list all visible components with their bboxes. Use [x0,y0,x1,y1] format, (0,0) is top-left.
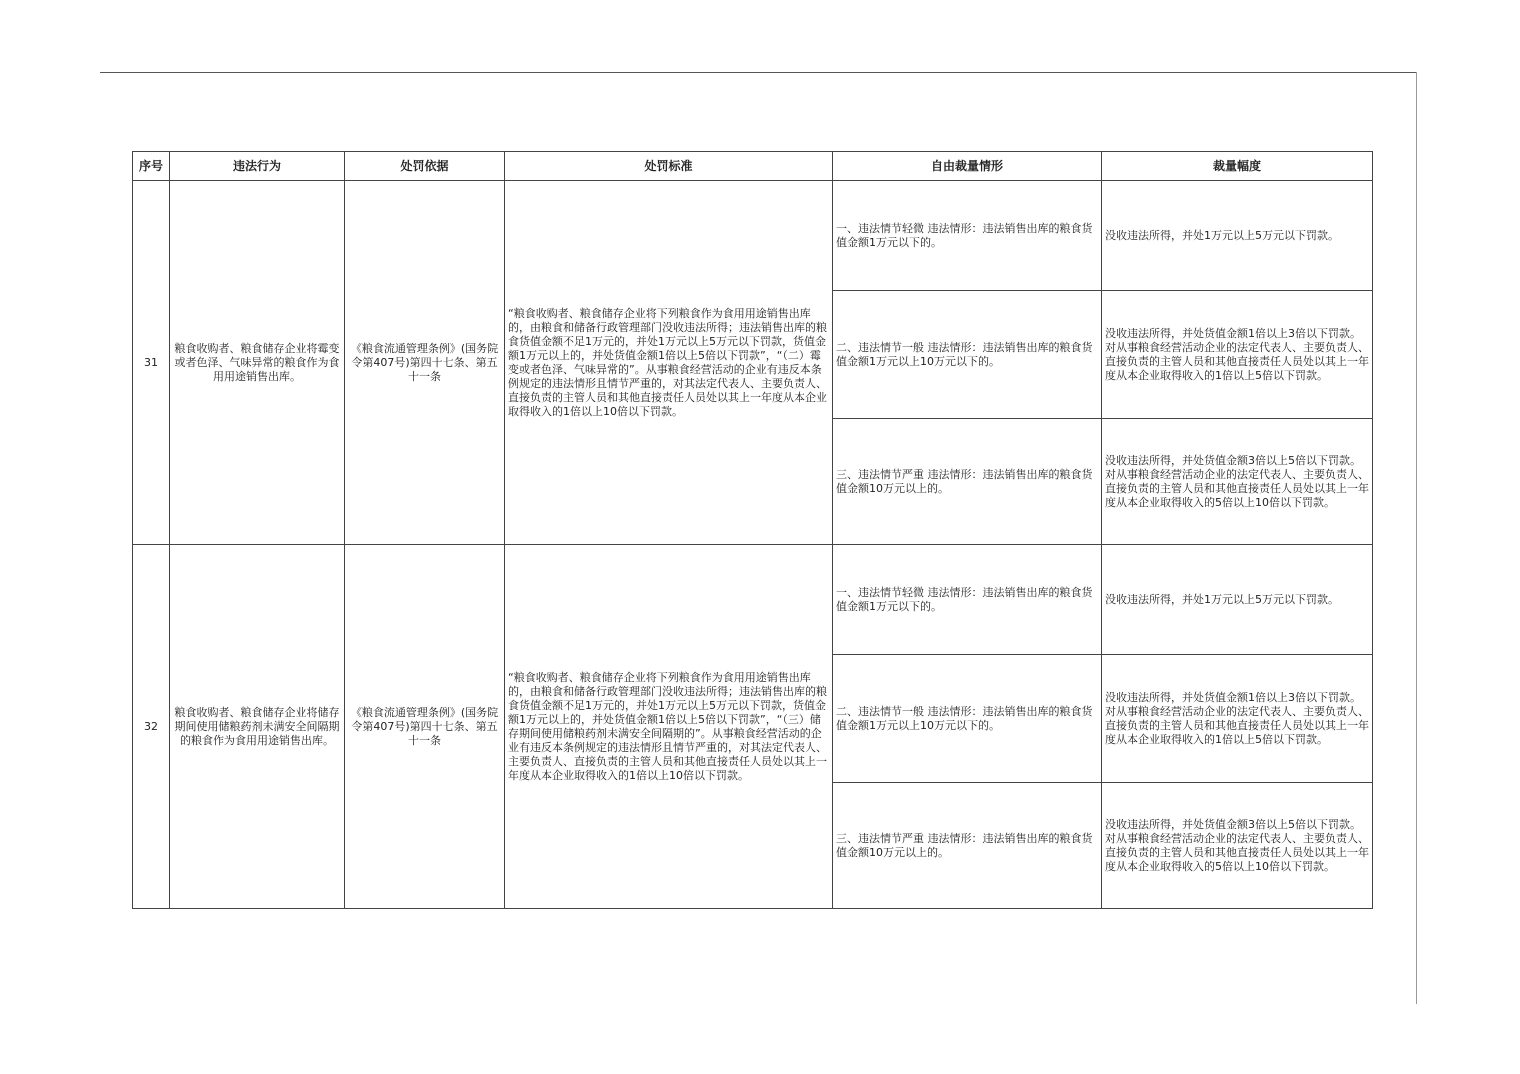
top-rule [100,72,1416,73]
header-seq: 序号 [133,152,170,181]
cell-violation: 粮食收购者、粮食储存企业将储存期间使用储粮药剂未满安全间隔期的粮食作为食用用途销售出库。 [170,545,345,909]
right-rule [1416,72,1417,1004]
cell-seq: 31 [133,181,170,545]
cell-standard: “粮食收购者、粮食储存企业将下列粮食作为食用用途销售出库的，由粮食和储备行政管理部门没收违法所得；违法销售出库的粮食货值金额不足1万元的，并处1万元以上5万元以下罚款，货值金额1万元以上的，并处货值金额1倍以上5倍以下罚款”，“（三）储存期间使用储粮药剂未满安全间隔期的”。从事粮食经营活动的企业有违反本条例规定的违法情形且情节严重的，对其法定代表人、主要负责人、直接负责的主管人员和其他直接责任人员处以其上一年度从本企业取得收入的1倍以上10倍以下罚款。 [505,545,833,909]
cell-range: 没收违法所得，并处1万元以上5万元以下罚款。 [1102,181,1373,291]
header-circumstance: 自由裁量情形 [833,152,1102,181]
table-row [133,545,1373,655]
cell-basis: 《粮食流通管理条例》(国务院令第407号)第四十七条、第五十一条 [345,181,505,545]
table-row [133,181,1373,291]
header-basis: 处罚依据 [345,152,505,181]
header-row [133,152,1373,181]
header-violation: 违法行为 [170,152,345,181]
cell-circumstance: 三、违法情节严重 违法情形：违法销售出库的粮食货值金额10万元以上的。 [833,783,1102,909]
cell-circumstance: 二、违法情节一般 违法情形：违法销售出库的粮食货值金额1万元以上10万元以下的。 [833,291,1102,419]
cell-circumstance: 二、违法情节一般 违法情形：违法销售出库的粮食货值金额1万元以上10万元以下的。 [833,655,1102,783]
cell-range: 没收违法所得，并处货值金额3倍以上5倍以下罚款。对从事粮食经营活动企业的法定代表人、主要负责人、直接负责的主管人员和其他直接责任人员处以其上一年度从本企业取得收入的5倍以上10倍以下罚款。 [1102,419,1373,545]
cell-range: 没收违法所得，并处货值金额1倍以上3倍以下罚款。对从事粮食经营活动企业的法定代表人、主要负责人、直接负责的主管人员和其他直接责任人员处以其上一年度从本企业取得收入的1倍以上5倍以下罚款。 [1102,291,1373,419]
cell-range: 没收违法所得，并处货值金额3倍以上5倍以下罚款。对从事粮食经营活动企业的法定代表人、主要负责人、直接负责的主管人员和其他直接责任人员处以其上一年度从本企业取得收入的5倍以上10倍以下罚款。 [1102,783,1373,909]
cell-circumstance: 一、违法情节轻微 违法情形：违法销售出库的粮食货值金额1万元以下的。 [833,545,1102,655]
cell-standard: “粮食收购者、粮食储存企业将下列粮食作为食用用途销售出库的，由粮食和储备行政管理部门没收违法所得；违法销售出库的粮食货值金额不足1万元的，并处1万元以上5万元以下罚款，货值金额1万元以上的，并处货值金额1倍以上5倍以下罚款”，“（二）霉变或者色泽、气味异常的”。从事粮食经营活动的企业有违反本条例规定的违法情形且情节严重的，对其法定代表人、主要负责人、直接负责的主管人员和其他直接责任人员处以其上一年度从本企业取得收入的1倍以上10倍以下罚款。 [505,181,833,545]
cell-basis: 《粮食流通管理条例》(国务院令第407号)第四十七条、第五十一条 [345,545,505,909]
header-range: 裁量幅度 [1102,152,1373,181]
cell-violation: 粮食收购者、粮食储存企业将霉变或者色泽、气味异常的粮食作为食用用途销售出库。 [170,181,345,545]
header-standard: 处罚标准 [505,152,833,181]
cell-range: 没收违法所得，并处货值金额1倍以上3倍以下罚款。对从事粮食经营活动企业的法定代表人、主要负责人、直接负责的主管人员和其他直接责任人员处以其上一年度从本企业取得收入的1倍以上5倍以下罚款。 [1102,655,1373,783]
cell-circumstance: 一、违法情节轻微 违法情形：违法销售出库的粮食货值金额1万元以下的。 [833,181,1102,291]
penalty-table [132,151,1373,909]
cell-range: 没收违法所得，并处1万元以上5万元以下罚款。 [1102,545,1373,655]
cell-circumstance: 三、违法情节严重 违法情形：违法销售出库的粮食货值金额10万元以上的。 [833,419,1102,545]
cell-seq: 32 [133,545,170,909]
